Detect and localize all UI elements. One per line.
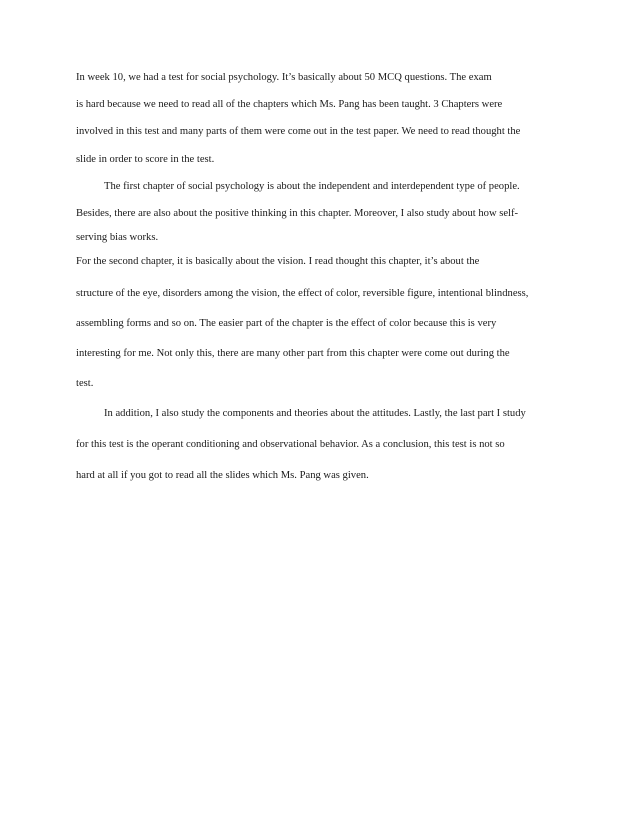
text-line-12: test. [76, 378, 94, 389]
text-line-6: Besides, there are also about the positive thinking in this chapter. Moreover, I also study about how self- [76, 208, 519, 219]
text-line-5: The first chapter of social psychology is about the independent and interdependent type of people. [104, 181, 520, 192]
text-line-11: interesting for me. Not only this, there are many other part from this chapter were come out during the [76, 348, 510, 359]
text-line-7: serving bias works. [76, 232, 159, 243]
text-line-15: hard at all if you got to read all the slides which Ms. Pang was given. [76, 470, 369, 481]
text-line-1: In week 10, we had a test for social psychology. It’s basically about 50 MCQ questions. The exam [76, 72, 492, 83]
text-line-13: In addition, I also study the components and theories about the attitudes. Lastly, the last part I study [104, 408, 526, 419]
text-line-10: assembling forms and so on. The easier part of the chapter is the effect of color because this is very [76, 318, 497, 329]
text-line-2: is hard because we need to read all of the chapters which Ms. Pang has been taught. 3 Chapters were [76, 99, 503, 110]
text-line-9: structure of the eye, disorders among the vision, the effect of color, reversible figure, intentional blindness, [76, 288, 529, 299]
text-line-4: slide in order to score in the test. [76, 154, 215, 165]
text-line-8: For the second chapter, it is basically about the vision. I read thought this chapter, it’s about the [76, 256, 480, 267]
text-line-14: for this test is the operant conditioning and observational behavior. As a conclusion, this test is not so [76, 439, 505, 450]
text-line-3: involved in this test and many parts of them were come out in the test paper. We need to read thought the [76, 126, 521, 137]
